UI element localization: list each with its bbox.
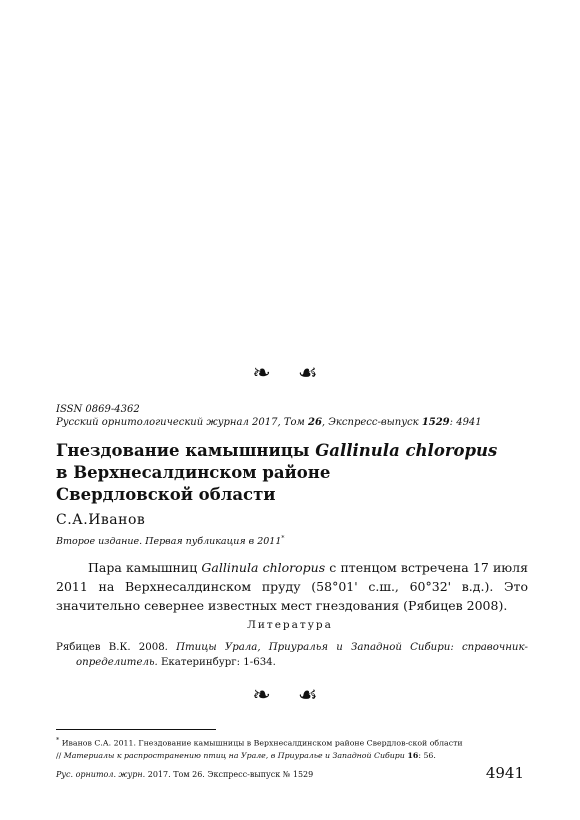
species-name-body: Gallinula chloropus xyxy=(201,560,326,575)
author-name: С.А.Иванов xyxy=(56,512,146,528)
running-footer: Рус. орнитол. журн. 2017. Том 26. Экспресс-выпуск № 1529 xyxy=(56,770,314,779)
footnote xyxy=(56,734,536,762)
ornament-divider-bottom xyxy=(0,683,580,708)
footnote-divider xyxy=(56,729,216,730)
footnote-line-1: * Иванов С.А. 2011. Гнездование камышницы в Верхнесалдинском районе Свердлов-ской области xyxy=(56,736,463,748)
journal-reference: Русский орнитологический журнал 2017, Том 26, Экспресс-выпуск 1529: 4941 xyxy=(56,417,482,428)
title-line-1: Гнездование камышницы Gallinula chloropus xyxy=(56,441,498,460)
reference-title: Птицы Урала, Приуралья и Западной Сибири: справочник-определитель. xyxy=(76,642,528,668)
issue-number: 1529 xyxy=(421,417,450,428)
article-title xyxy=(56,440,526,506)
article-body: Пара камышниц Gallinula chloropus с птенцом встречена 17 июля 2011 на Верхнесалдинском пруду (58°01' с.ш., 60°32' в.д.). Это значительно севернее известных мест гнездования (Рябицев 2008). xyxy=(56,560,529,613)
fleuron-icon: ❧ ☙ xyxy=(252,361,328,386)
issn: ISSN 0869-4362 xyxy=(56,404,140,415)
fleuron-icon: ❧ ☙ xyxy=(252,683,328,708)
title-line-3: Свердловской области xyxy=(56,485,276,504)
reference-item: Рябицев В.К. 2008. Птицы Урала, Приуралья и Западной Сибири: справочник-определитель. Екатеринбург: 1-634. xyxy=(56,642,528,668)
ornament-divider-top xyxy=(0,361,580,386)
page-number: 4941 xyxy=(485,764,524,782)
footnote-marker: * xyxy=(281,535,285,542)
footnote-line-2: // Материалы к распространению птиц на Урале, в Приуралье и Западной Сибири 16: 56. xyxy=(56,750,436,760)
references-heading: Литература xyxy=(247,619,333,631)
page-range: : 4941 xyxy=(449,417,482,428)
title-line-2: в Верхнесалдинском районе xyxy=(56,463,331,482)
edition-note: Второе издание. Первая публикация в 2011* xyxy=(56,535,285,548)
species-name: Gallinula chloropus xyxy=(315,441,498,460)
volume-number: 26 xyxy=(308,417,322,428)
